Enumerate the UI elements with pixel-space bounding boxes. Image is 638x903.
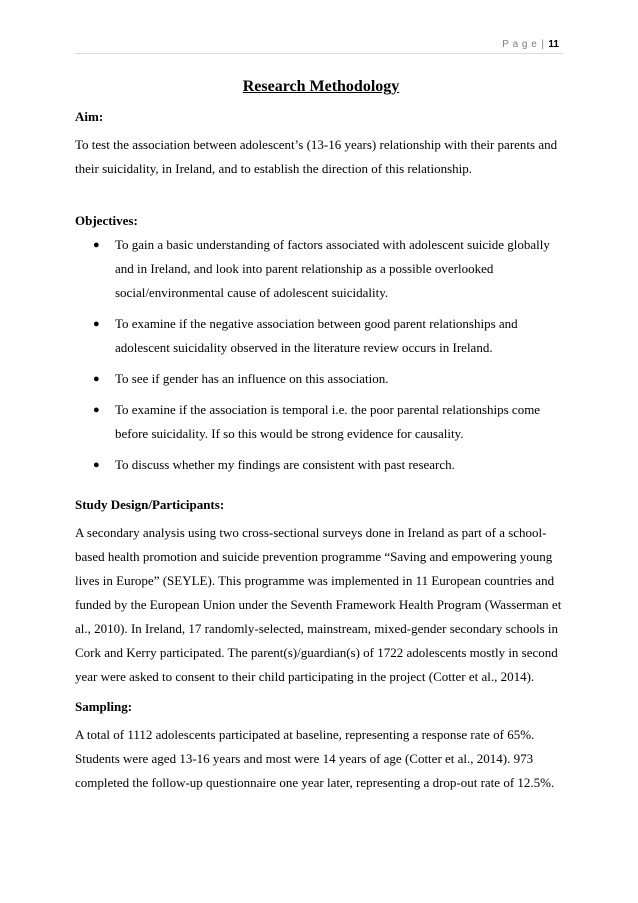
study-design-line: A secondary analysis using two cross-sectional surveys done in Ireland as part of a school-	[75, 525, 547, 540]
study-design-line: funded by the European Union under the Seventh Framework Health Program (Wasserman et	[75, 597, 562, 612]
objective-line: To examine if the association is temporal i.e. the poor parental relationships come	[115, 402, 541, 417]
page-number: 11	[548, 39, 559, 50]
objectives-heading: Objectives:	[75, 213, 138, 228]
list-item	[75, 312, 567, 360]
objectives-list	[75, 233, 567, 477]
sampling-line: A total of 1112 adolescents participated at baseline, representing a response rate of 65%.	[75, 727, 535, 742]
objective-line: To discuss whether my findings are consistent with past research.	[115, 457, 455, 472]
aim-heading: Aim:	[75, 109, 104, 124]
page-label: P a g e	[502, 39, 538, 50]
study-design-line: al., 2010). In Ireland, 17 randomly-selected, mainstream, mixed-gender secondary schools in	[75, 621, 559, 636]
document-body	[75, 77, 567, 795]
header-divider	[75, 53, 563, 54]
study-design-line: year were asked to consent to their child participating in the project (Cotter et al., 2014).	[75, 669, 535, 684]
aim-paragraph	[75, 133, 567, 181]
bullet-icon: ●	[93, 373, 100, 385]
study-design-line: lives in Europe” (SEYLE). This programme was implemented in 11 European countries and	[75, 573, 555, 588]
sampling-paragraph	[75, 723, 567, 795]
page-title: Research Methodology	[242, 78, 400, 95]
sampling-line: Students were aged 13-16 years and most were 14 years of age (Cotter et al., 2014). 973	[75, 751, 534, 766]
list-item	[75, 367, 567, 391]
study-design-heading: Study Design/Participants:	[75, 497, 225, 512]
bullet-icon: ●	[93, 239, 100, 251]
bullet-icon: ●	[93, 404, 100, 416]
study-design-paragraph	[75, 521, 567, 689]
objective-line: social/environmental cause of adolescent suicidality.	[115, 285, 389, 300]
bullet-icon: ●	[93, 318, 100, 330]
page-header	[502, 39, 559, 50]
study-design-line: based health promotion and suicide prevention programme “Saving and empowering young	[75, 549, 553, 564]
objective-line: To see if gender has an influence on this association.	[115, 371, 389, 386]
bullet-icon: ●	[93, 459, 100, 471]
aim-line: To test the association between adolescent’s (13-16 years) relationship with their parents and	[75, 137, 558, 152]
objective-line: before suicidality. If so this would be strong evidence for causality.	[115, 426, 464, 441]
sampling-line: completed the follow-up questionnaire one year later, representing a drop-out rate of 12.5%.	[75, 775, 555, 790]
study-design-line: Cork and Kerry participated. The parent(s)/guardian(s) of 1722 adolescents mostly in second	[75, 645, 558, 660]
objective-line: To examine if the negative association between good parent relationships and	[115, 316, 518, 331]
aim-line: their suicidality, in Ireland, and to establish the direction of this relationship.	[75, 161, 473, 176]
objective-line: To gain a basic understanding of factors associated with adolescent suicide globally	[115, 237, 550, 252]
objective-line: adolescent suicidality observed in the literature review occurs in Ireland.	[115, 340, 493, 355]
list-item	[75, 453, 567, 477]
page-separator: |	[541, 39, 545, 50]
list-item	[75, 233, 567, 305]
sampling-heading: Sampling:	[75, 699, 133, 714]
list-item	[75, 398, 567, 446]
objective-line: and in Ireland, and look into parent relationship as a possible overlooked	[115, 261, 494, 276]
